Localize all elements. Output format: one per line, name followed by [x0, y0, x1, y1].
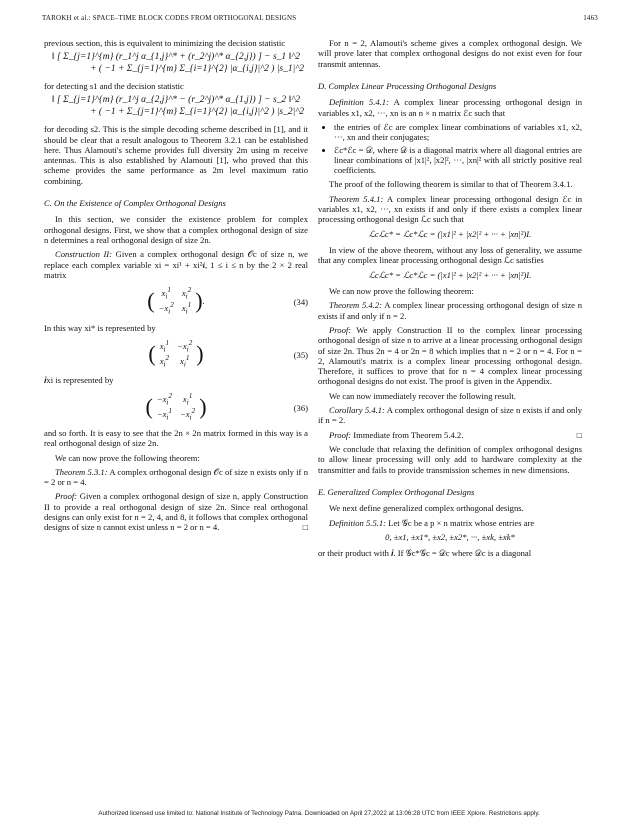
paragraph: for decoding s2. This is the simple decoding scheme described in [1], and it should be clear that a result analogous to Theorem 3.2.1 can be established here. Thus Alamouti's scheme provides full diversity 2m using m receive antennas. This is also established by Alamouti [1], who proved that this scheme provides the same performance as 2m level maximum ratio combining.: [44, 124, 308, 186]
proof-label: Proof:: [55, 491, 78, 502]
theorem-label: Theorem 5.4.1:: [329, 193, 384, 204]
section-heading: E. Generalized Complex Orthogonal Designs: [318, 486, 475, 497]
bullet-list: [318, 122, 582, 176]
running-header: [42, 14, 598, 22]
equation-entries: 0, ±x1, ±x1*, ±x2, ±x2*, ···, ±xk, ±xk*: [385, 531, 515, 542]
definition-label: Definition 5.5.1:: [329, 517, 387, 528]
equation-s1: [44, 52, 308, 75]
paragraph: In this way xi* is represented by: [44, 322, 156, 333]
equation-lc-1: ℒcℒc* = ℒc*ℒc = (|x1|² + |x2|² + ··· + |xn|²)I.: [368, 228, 532, 239]
equation-line: ‖ [ Σ_{j=1}^{m} (r_1^j α_{2,j}^* − (r_2^j)^* α_{1,j}) ] − s_2 ‖^2: [52, 95, 300, 106]
paragraph: In view of the above theorem, without any loss of generality, we assume that any complex linear processing orthogonal design ℒc satisfies: [318, 245, 582, 266]
theorem-text: A complex linear processing orthogonal design ℰc in variables x1, x2, ···, xn exists if and only if there exists a complex linear processing orthogonal design ℒc such that: [318, 193, 582, 225]
paragraph: We can now prove the following theorem:: [329, 285, 474, 296]
equation-number: (34): [293, 297, 308, 308]
equation-34: ( $x_i^1$ $x_i^2$ $-x_i^2$ $x_i^1$ ) . (34): [147, 286, 308, 316]
equation-s2: [44, 95, 308, 118]
paragraph: For n = 2, Alamouti's scheme gives a complex orthogonal design. We will prove later that complex orthogonal designs do not exist even for four transmit antennas.: [318, 38, 582, 69]
proof: [318, 430, 582, 440]
corollary-text: A complex orthogonal design of size n exists if and only if n = 2.: [318, 405, 583, 426]
equation-lc-2: ℒcℒc* = ℒc*ℒc = (|x1|² + |x2|² + ··· + |xn|²)I.: [368, 269, 532, 280]
construction-label: Construction II:: [55, 249, 113, 260]
license-footer: Authorized licensed use limited to: National Institute of Technology Patna. Downloaded on April 27,2022 at 13:06:28 UTC from IEEE Xplore. Restrictions apply.: [98, 810, 540, 817]
theorem-5-4-1: [318, 194, 582, 225]
proof-label: Proof:: [329, 429, 352, 440]
list-item: • ℰc*ℰc = 𝒟, where 𝒟 is a diagonal matrix where all diagonal entries are linear combinations of |x1|², |x2|², ···, |xn|² with all strictly positive real coefficients.: [334, 145, 582, 176]
construction-text: Given a complex orthogonal design 𝒪c of size n, we replace each complex variable xi = xi¹ + xi²𝒊, 1 ≤ i ≤ n by the 2 × 2 real matrix: [44, 249, 308, 280]
theorem-label: Theorem 5.4.2:: [329, 300, 382, 311]
definition-label: Definition 5.4.1:: [329, 97, 389, 108]
paragraph: previous section, this is equivalent to minimizing the decision statistic: [44, 38, 286, 48]
definition-5-5-1: [318, 518, 582, 528]
proof-text: We apply Construction II to the complex linear processing orthogonal design of size n to arrive at a linear processing orthogonal design of size 2n. Thus 2n = 4 or 2n = 8 which implies that n = 2 or n = 4. For n = 2, Alamouti's matrix is a complex linear processing orthogonal design. Therefore, it suffices to prove that for n = 4 complex linear processing orthogonal designs do not exist. The proof is given in the Appendix.: [318, 324, 582, 387]
equation-36: ( $-x_i^2$ $x_i^1$ $-x_i^1$ $-x_i^2$ ) (36): [145, 391, 308, 422]
left-column: [44, 38, 308, 537]
definition-text: Let 𝒢c be a p × n matrix whose entries are: [386, 517, 535, 528]
proof-label: Proof:: [329, 324, 352, 335]
paragraph: The proof of the following theorem is similar to that of Theorem 3.4.1.: [329, 179, 573, 190]
construction-ii: [44, 249, 308, 280]
corollary-5-4-1: [318, 405, 582, 426]
paragraph: We can now prove the following theorem:: [55, 452, 200, 463]
page-number: 1463: [583, 14, 598, 22]
section-heading: C. On the Existence of Complex Orthogonal Designs: [44, 198, 226, 209]
section-heading: D. Complex Linear Processing Orthogonal Designs: [318, 80, 497, 91]
right-column: [318, 38, 582, 563]
list-item: • the entries of ℰc are complex linear combinations of variables x1, x2, ···, xn and their conjugates;: [334, 122, 582, 143]
proof-text: Given a complex orthogonal design of size n, apply Construction II to provide a real orthogonal design of size 2n. Since real orthogonal designs can only exist for n = 2, 4, and 8, it follows that complex orthogonal designs of size n cannot exist unless n = 2 or n = 4.: [44, 491, 308, 533]
paragraph: or their product with 𝒊. If 𝒢c*𝒢c = 𝒟c where 𝒟c is a diagonal: [318, 548, 532, 559]
theorem-label: Theorem 5.3.1:: [55, 466, 108, 477]
equation-line: + ( −1 + Σ_{j=1}^{m} Σ_{i=1}^{2} |α_{i,j}|^2 ) |s_1|^2: [90, 63, 304, 74]
definition-text: A complex linear processing orthogonal design in variables x1, x2, ···, xn is an n × n matrix ℰc such that: [318, 97, 582, 118]
equation-line: ‖ [ Σ_{j=1}^{m} (r_1^j α_{1,j}^* + (r_2^j)^* α_{2,j}) ] − s_1 ‖^2: [52, 52, 300, 63]
qed-symbol: □: [576, 429, 582, 440]
paragraph: 𝒊xi is represented by: [44, 375, 114, 386]
equation-number: (36): [293, 402, 308, 413]
paragraph: We next define generalized complex orthogonal designs.: [329, 503, 524, 514]
theorem-5-4-2: [318, 300, 582, 321]
proof-text: Immediate from Theorem 5.4.2.: [351, 429, 464, 440]
paragraph: for detecting s1 and the decision statistic: [44, 81, 184, 92]
paragraph: We can now immediately recover the following result.: [329, 390, 516, 401]
paragraph: We conclude that relaxing the definition of complex orthogonal designs to allow linear processing will only add to hardware complexity at the transmitter and fails to provide transmission schemes in new dimensions.: [318, 444, 582, 475]
theorem-5-3-1: [44, 467, 308, 488]
definition-5-4-1: [318, 97, 582, 118]
proof: [318, 325, 582, 387]
qed-symbol: □: [302, 522, 308, 533]
proof: [44, 491, 308, 532]
theorem-text: A complex linear processing orthogonal design of size n exists if and only if n = 2.: [318, 300, 582, 321]
running-title: TAROKH et al.: SPACE–TIME BLOCK CODES FROM ORTHOGONAL DESIGNS: [42, 14, 297, 22]
corollary-label: Corollary 5.4.1:: [329, 405, 385, 416]
theorem-text: A complex orthogonal design 𝒪c of size n exists only if n = 2 or n = 4.: [44, 466, 308, 488]
equation-line: + ( −1 + Σ_{j=1}^{m} Σ_{i=1}^{2} |α_{i,j}|^2 ) |s_2|^2: [90, 106, 304, 117]
equation-35: ( $x_i^1$ $-x_i^2$ $x_i^2$ $x_i^1$ ) (35): [148, 338, 308, 369]
paragraph: and so forth. It is easy to see that the 2n × 2n matrix formed in this way is a real orthogonal design of size 2n.: [44, 427, 308, 449]
equation-number: (35): [293, 349, 308, 360]
paragraph: In this section, we consider the existence problem for complex orthogonal designs. First, we show that a complex orthogonal design of size n determines a real orthogonal design of size 2n.: [44, 214, 308, 245]
